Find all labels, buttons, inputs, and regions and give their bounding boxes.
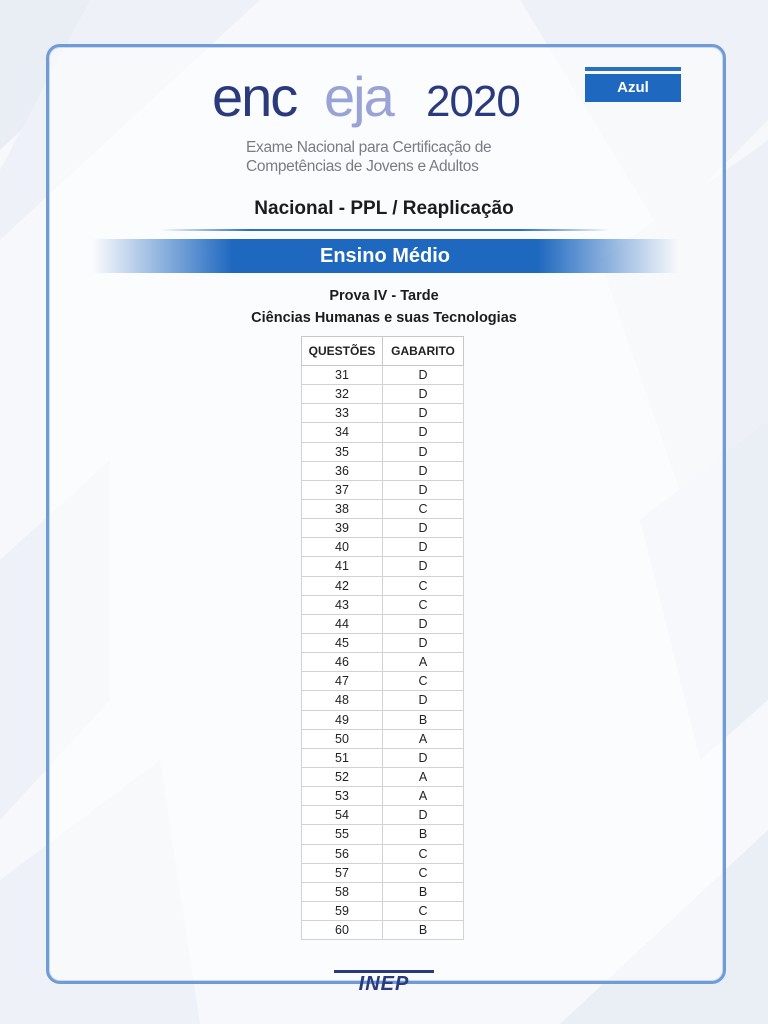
question-number: 54 — [302, 806, 383, 825]
table-row — [302, 404, 464, 423]
logo-word-text: enc — [212, 65, 297, 128]
question-number: 38 — [302, 499, 383, 518]
question-number: 33 — [302, 404, 383, 423]
question-number: 57 — [302, 863, 383, 882]
answer-letter: C — [383, 595, 464, 614]
question-number: 41 — [302, 557, 383, 576]
question-number: 51 — [302, 748, 383, 767]
level-banner — [92, 239, 678, 273]
enceja-logo — [212, 64, 562, 128]
question-number: 49 — [302, 710, 383, 729]
question-number: 59 — [302, 901, 383, 920]
table-row — [302, 863, 464, 882]
question-number: 50 — [302, 729, 383, 748]
answer-letter: B — [383, 825, 464, 844]
question-number: 39 — [302, 519, 383, 538]
header-questoes: QUESTÕES — [302, 337, 383, 366]
question-number: 42 — [302, 576, 383, 595]
table-row — [302, 366, 464, 385]
answer-letter: D — [383, 461, 464, 480]
table-row — [302, 729, 464, 748]
answer-letter: C — [383, 672, 464, 691]
table-row — [302, 787, 464, 806]
booklet-color-tag — [585, 67, 681, 102]
table-row — [302, 480, 464, 499]
answer-letter: D — [383, 385, 464, 404]
answer-letter: A — [383, 653, 464, 672]
table-row — [302, 921, 464, 940]
color-tag-stripe — [585, 67, 681, 71]
answer-letter: A — [383, 787, 464, 806]
table-row — [302, 672, 464, 691]
question-number: 44 — [302, 614, 383, 633]
answer-letter: A — [383, 729, 464, 748]
answer-letter: C — [383, 844, 464, 863]
table-row — [302, 691, 464, 710]
inep-logo — [334, 968, 434, 992]
question-number: 31 — [302, 366, 383, 385]
table-row — [302, 653, 464, 672]
answer-letter: C — [383, 576, 464, 595]
answer-letter: D — [383, 404, 464, 423]
answer-letter: D — [383, 519, 464, 538]
table-row — [302, 710, 464, 729]
question-number: 60 — [302, 921, 383, 940]
answer-letter: C — [383, 863, 464, 882]
table-row — [302, 595, 464, 614]
answer-letter: D — [383, 423, 464, 442]
table-row — [302, 385, 464, 404]
table-row — [302, 461, 464, 480]
subtitle-line-2: Competências de Jovens e Adultos — [246, 158, 479, 175]
table-row — [302, 748, 464, 767]
table-row — [302, 825, 464, 844]
question-number: 37 — [302, 480, 383, 499]
answer-letter: D — [383, 633, 464, 652]
question-number: 53 — [302, 787, 383, 806]
table-row — [302, 576, 464, 595]
table-row — [302, 538, 464, 557]
knowledge-area: Ciências Humanas e suas Tecnologias — [251, 310, 517, 326]
logo-year-text: 2020 — [426, 77, 520, 126]
answer-letter: D — [383, 442, 464, 461]
question-number: 52 — [302, 767, 383, 786]
table-row — [302, 442, 464, 461]
answer-key-table — [301, 336, 464, 940]
answer-letter: D — [383, 366, 464, 385]
answer-letter: D — [383, 480, 464, 499]
table-header-row — [302, 337, 464, 366]
header-gabarito: GABARITO — [383, 337, 464, 366]
exam-name: Nacional - PPL / Reaplicação — [254, 198, 514, 219]
subtitle-line-1: Exame Nacional para Certificação de — [246, 139, 492, 156]
answer-letter: D — [383, 538, 464, 557]
table-row — [302, 557, 464, 576]
question-number: 47 — [302, 672, 383, 691]
answer-letter: D — [383, 691, 464, 710]
table-row — [302, 844, 464, 863]
question-number: 35 — [302, 442, 383, 461]
question-number: 45 — [302, 633, 383, 652]
question-number: 48 — [302, 691, 383, 710]
answer-letter: D — [383, 748, 464, 767]
question-number: 55 — [302, 825, 383, 844]
question-number: 58 — [302, 882, 383, 901]
table-row — [302, 901, 464, 920]
question-number: 40 — [302, 538, 383, 557]
question-number: 32 — [302, 385, 383, 404]
question-number: 43 — [302, 595, 383, 614]
answer-letter: C — [383, 499, 464, 518]
answer-letter: D — [383, 614, 464, 633]
level-label: Ensino Médio — [320, 245, 450, 267]
table-row — [302, 633, 464, 652]
answer-letter: B — [383, 710, 464, 729]
answer-letter: D — [383, 557, 464, 576]
question-number: 34 — [302, 423, 383, 442]
answer-letter: C — [383, 901, 464, 920]
table-row — [302, 767, 464, 786]
answer-letter: B — [383, 882, 464, 901]
prova-title: Prova IV - Tarde — [329, 288, 439, 304]
inep-logo-text: INEP — [358, 973, 410, 992]
table-row — [302, 519, 464, 538]
table-row — [302, 806, 464, 825]
question-number: 46 — [302, 653, 383, 672]
table-row — [302, 882, 464, 901]
answer-letter: A — [383, 767, 464, 786]
table-row — [302, 614, 464, 633]
table-row — [302, 499, 464, 518]
exam-name-divider — [160, 229, 610, 231]
logo-subtitle — [246, 138, 546, 176]
table-row — [302, 423, 464, 442]
answer-letter: D — [383, 806, 464, 825]
question-number: 36 — [302, 461, 383, 480]
answer-letter: B — [383, 921, 464, 940]
color-tag-label: Azul — [585, 74, 681, 102]
svg-text:eja: eja — [324, 65, 393, 128]
question-number: 56 — [302, 844, 383, 863]
